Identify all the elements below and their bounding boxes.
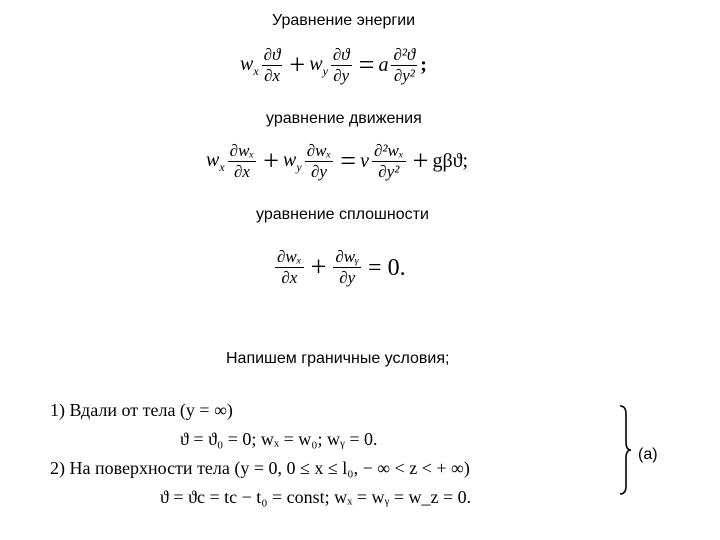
plus-sign: + [263, 145, 280, 177]
dtheta-dy-fraction: $\frac{\partial ϑ}{\partial y}$ [332, 45, 350, 85]
wx-term: $w_x$ [240, 52, 259, 78]
condition-2-body-surface: 2) На поверхности тела (y = 0, 0 ≤ x ≤ l₀, − ∞ < z < + ∞) [50, 458, 470, 478]
semicolon: ; [420, 54, 427, 76]
dwx-dx-fraction: $\frac{\text{∂wₓ}}{\partial x}$ [229, 141, 255, 181]
boundary-conditions-heading: Напишем граничные условия; [226, 350, 450, 367]
equals-sign: = [358, 49, 375, 81]
d2wx-dy2-fraction: $\frac{\text{∂²wₓ}}{\text{∂y²}}$ [373, 141, 404, 181]
plus-sign: + [289, 49, 306, 81]
right-brace-icon [618, 404, 632, 496]
wx-term: $w_x$ [206, 148, 225, 174]
dtheta-dx-fraction: $\frac{\partial ϑ}{\partial x}$ [263, 45, 281, 85]
energy-equation-heading: Уравнение энергии [272, 12, 416, 29]
a-coefficient: a [378, 54, 389, 76]
condition-1-values: ϑ = ϑ₀ = 0; wₓ = w₀; wᵧ = 0. [180, 429, 378, 449]
condition-2-values: ϑ = ϑc = tc − t₀ = const; wₓ = wᵧ = w_z = 0. [160, 487, 472, 507]
dwx-dy-fraction: $\frac{\text{∂wₓ}}{\partial y}$ [306, 141, 332, 181]
wy-term: $w_y$ [309, 52, 328, 78]
equals-zero: = 0. [368, 254, 406, 281]
wy-term: $w_y$ [283, 148, 302, 174]
buoyancy-term: gβϑ; [432, 150, 469, 172]
energy-equation [240, 46, 427, 85]
nu-coefficient: ν [360, 150, 369, 172]
continuity-equation [272, 248, 410, 287]
system-label: (a) [638, 446, 658, 463]
motion-equation [206, 142, 468, 181]
plus-sign-2: + [412, 145, 429, 177]
equals-sign: = [340, 145, 357, 177]
dwx-dx-fraction: $\frac{\text{∂wₓ}}{\partial x}$ [277, 247, 302, 287]
plus-sign: + [310, 251, 327, 283]
dwy-dy-fraction: $\frac{\text{∂wᵧ}}{\partial y}$ [335, 247, 360, 287]
d2theta-dy2-fraction: $\frac{\text{∂²ϑ}}{\text{∂y²}}$ [393, 45, 416, 85]
continuity-equation-heading: уравнение сплошности [256, 206, 429, 223]
condition-1-far-from-body: 1) Вдали от тела (y = ∞) [50, 400, 233, 420]
motion-equation-heading: уравнение движения [266, 110, 422, 127]
